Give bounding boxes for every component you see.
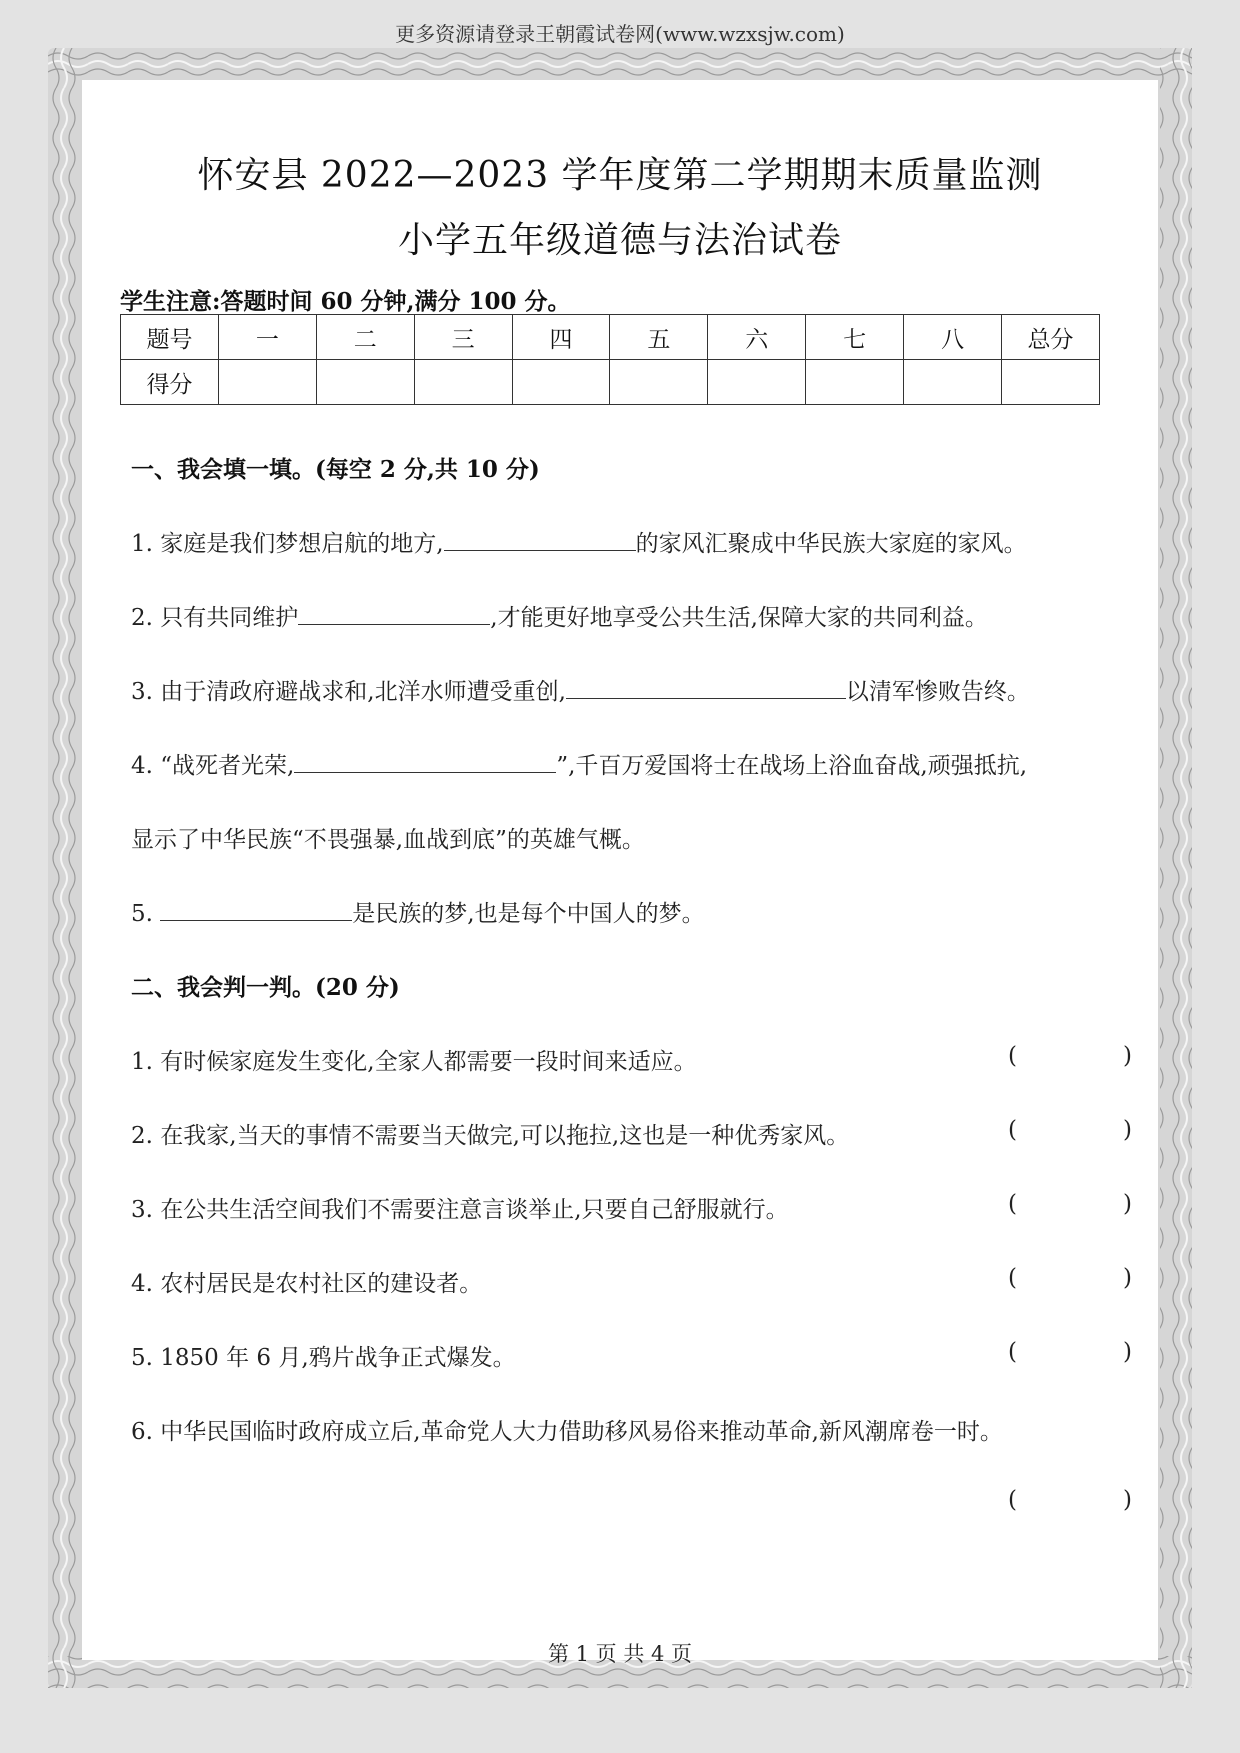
answer-blank[interactable] xyxy=(298,600,490,625)
answer-blank[interactable] xyxy=(294,748,556,773)
score-table xyxy=(120,314,1100,405)
answer-parentheses[interactable] xyxy=(1008,1043,1132,1069)
paren-close: ) xyxy=(1123,1487,1132,1513)
page-footer: 第 1 页 共 4 页 xyxy=(547,1642,693,1666)
answer-parentheses[interactable] xyxy=(1008,1191,1132,1217)
question-text: 4. “战死者光荣, xyxy=(131,753,295,779)
judge-question-2: 2. 在我家,当天的事情不需要当天做完,可以拖拉,这也是一种优秀家风。 xyxy=(131,1123,850,1149)
score-cell[interactable] xyxy=(1002,360,1100,405)
question-text: 3. 由于清政府避战求和,北洋水师遭受重创, xyxy=(131,679,566,705)
fill-question-4-continued: 显示了中华民族“不畏强暴,血战到底”的英雄气概。 xyxy=(131,827,645,853)
score-cell[interactable] xyxy=(904,360,1002,405)
judge-question-4: 4. 农村居民是农村社区的建设者。 xyxy=(131,1271,483,1297)
answer-parentheses[interactable] xyxy=(1008,1117,1132,1143)
question-text: ”,千百万爱国将士在战场上浴血奋战,顽强抵抗, xyxy=(556,753,1028,779)
paren-close: ) xyxy=(1123,1117,1132,1143)
paren-close: ) xyxy=(1123,1043,1132,1069)
table-cell: 七 xyxy=(806,315,904,360)
exam-title-line1: 怀安县 2022—2023 学年度第二学期期末质量监测 xyxy=(197,155,1043,196)
fill-question-3 xyxy=(131,673,1030,706)
question-text: 2. 只有共同维护 xyxy=(131,605,299,631)
paren-open: ( xyxy=(1008,1043,1017,1069)
exam-title-line2: 小学五年级道德与法治试卷 xyxy=(397,220,842,261)
answer-blank[interactable] xyxy=(566,674,846,699)
fill-question-4 xyxy=(131,747,1027,780)
question-text: 的家风汇聚成中华民族大家庭的家风。 xyxy=(635,531,1027,557)
answer-blank[interactable] xyxy=(444,526,636,551)
paren-open: ( xyxy=(1008,1487,1017,1513)
table-cell: 六 xyxy=(708,315,806,360)
fill-question-2 xyxy=(131,599,988,632)
paren-close: ) xyxy=(1123,1339,1132,1365)
table-cell: 一 xyxy=(218,315,316,360)
question-text: ,才能更好地享受公共生活,保障大家的共同利益。 xyxy=(490,605,988,631)
score-cell[interactable] xyxy=(218,360,316,405)
fill-question-5 xyxy=(131,895,705,928)
fill-question-1 xyxy=(131,525,1027,558)
paren-close: ) xyxy=(1123,1265,1132,1291)
section2-heading: 二、我会判一判。(20 分) xyxy=(131,974,400,1001)
section1-heading: 一、我会填一填。(每空 2 分,共 10 分) xyxy=(131,456,540,483)
paren-open: ( xyxy=(1008,1191,1017,1217)
watermark: 更多资源请登录王朝霞试卷网(www.wzxsjw.com) xyxy=(395,22,845,46)
score-cell[interactable] xyxy=(414,360,512,405)
table-cell: 八 xyxy=(904,315,1002,360)
answer-parentheses[interactable] xyxy=(1008,1487,1132,1513)
table-cell: 题号 xyxy=(121,315,219,360)
score-cell[interactable] xyxy=(806,360,904,405)
table-cell: 三 xyxy=(414,315,512,360)
score-cell[interactable] xyxy=(708,360,806,405)
question-text: 5. xyxy=(131,901,161,927)
question-text: 1. 家庭是我们梦想启航的地方, xyxy=(131,531,444,557)
paren-close: ) xyxy=(1123,1191,1132,1217)
judge-question-5: 5. 1850 年 6 月,鸦片战争正式爆发。 xyxy=(131,1345,516,1371)
paren-open: ( xyxy=(1008,1265,1017,1291)
table-cell: 得分 xyxy=(121,360,219,405)
table-cell: 二 xyxy=(316,315,414,360)
question-text: 以清军惨败告终。 xyxy=(845,679,1030,705)
paren-open: ( xyxy=(1008,1339,1017,1365)
table-cell: 总分 xyxy=(1002,315,1100,360)
judge-question-1: 1. 有时候家庭发生变化,全家人都需要一段时间来适应。 xyxy=(131,1049,697,1075)
score-cell[interactable] xyxy=(316,360,414,405)
table-cell: 四 xyxy=(512,315,610,360)
question-text: 是民族的梦,也是每个中国人的梦。 xyxy=(352,901,705,927)
answer-blank[interactable] xyxy=(160,896,352,921)
table-cell: 五 xyxy=(610,315,708,360)
judge-question-3: 3. 在公共生活空间我们不需要注意言谈举止,只要自己舒服就行。 xyxy=(131,1197,789,1223)
score-table-score-row xyxy=(121,360,1100,405)
score-cell[interactable] xyxy=(512,360,610,405)
student-notice: 学生注意:答题时间 60 分钟,满分 100 分。 xyxy=(120,288,571,315)
score-table-header-row xyxy=(121,315,1100,360)
paren-open: ( xyxy=(1008,1117,1017,1143)
answer-parentheses[interactable] xyxy=(1008,1339,1132,1365)
judge-question-6: 6. 中华民国临时政府成立后,革命党人大力借助移风易俗来推动革命,新风潮席卷一时。 xyxy=(131,1419,1003,1445)
score-cell[interactable] xyxy=(610,360,708,405)
answer-parentheses[interactable] xyxy=(1008,1265,1132,1291)
